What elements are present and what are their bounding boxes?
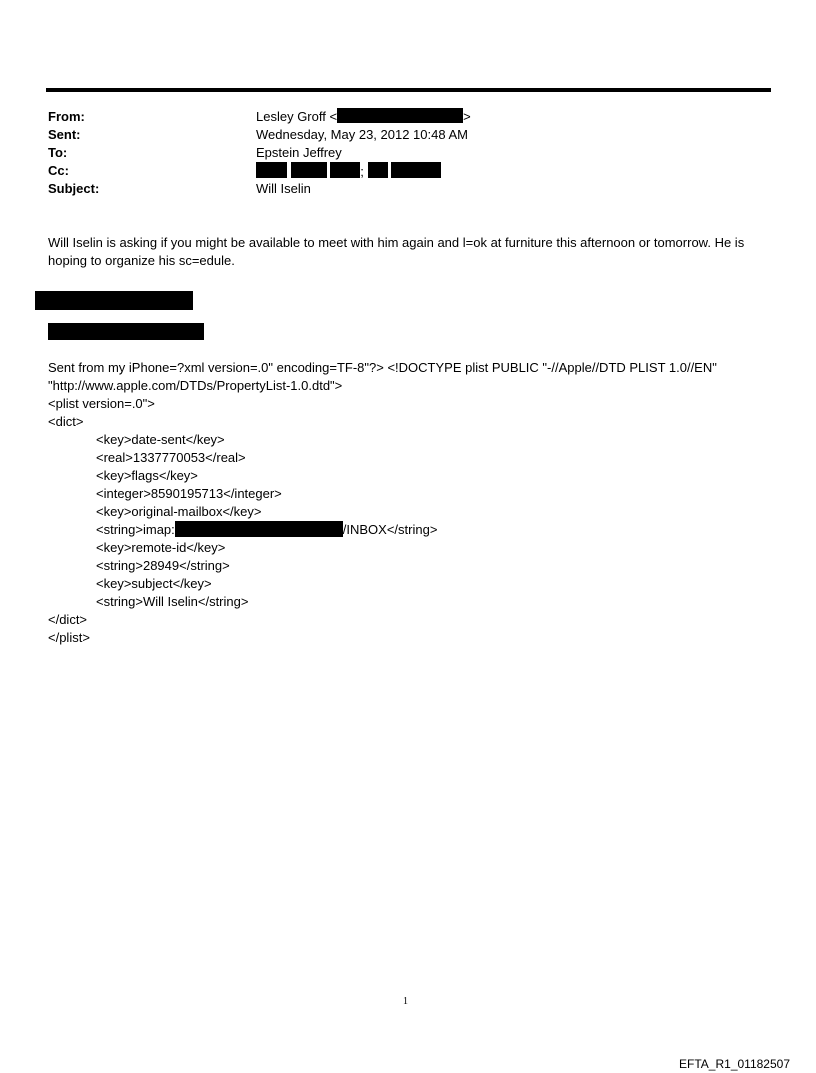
cc-separator: ;	[360, 164, 364, 179]
message-body: Will Iselin is asking if you might be available to meet with him again and l=ok at furniture this afternoon or tomorrow. He is hoping to organize his sc=edule.	[48, 235, 745, 268]
redaction-cc-2	[291, 162, 327, 178]
redaction-cc-1	[256, 162, 287, 178]
xml-line-8: <integer>8590195713</integer>	[96, 486, 282, 501]
redaction-cc-3	[330, 162, 360, 178]
from-label: From:	[48, 109, 85, 124]
redaction-signature-2	[48, 323, 204, 340]
cc-value	[256, 162, 441, 180]
sent-value: Wednesday, May 23, 2012 10:48 AM	[256, 127, 468, 142]
xml-line-4: <dict>	[48, 414, 84, 429]
subject-value: Will Iselin	[256, 181, 311, 196]
bates-number: EFTA_R1_01182507	[679, 1057, 790, 1071]
xml-line-15: </dict>	[48, 612, 88, 627]
xml-line-14: <string>Will Iselin</string>	[96, 594, 249, 609]
xml-line-11: <key>remote-id</key>	[96, 540, 226, 555]
to-value: Epstein Jeffrey	[256, 145, 342, 160]
from-close: >	[463, 109, 471, 124]
redaction-from-email	[337, 108, 463, 123]
xml-line-6: <real>1337770053</real>	[96, 450, 246, 465]
page-number: 1	[403, 996, 408, 1007]
xml-line-9: <key>original-mailbox</key>	[96, 504, 262, 519]
redaction-cc-5	[391, 162, 441, 178]
xml-line-10-suffix: /INBOX</string>	[342, 522, 438, 537]
xml-line-7: <key>flags</key>	[96, 468, 198, 483]
xml-line-10	[48, 521, 437, 539]
redaction-imap-address	[175, 521, 343, 537]
header-rule	[46, 88, 771, 92]
xml-line-3: <plist version=.0">	[48, 396, 155, 411]
subject-label: Subject:	[48, 181, 100, 196]
xml-line-5: <key>date-sent</key>	[96, 432, 225, 447]
redaction-signature-1	[35, 291, 193, 310]
xml-line-16: </plist>	[48, 630, 90, 645]
redaction-cc-4	[368, 162, 388, 178]
to-label: To:	[48, 145, 68, 160]
xml-line-13: <key>subject</key>	[96, 576, 212, 591]
xml-line-12: <string>28949</string>	[96, 558, 230, 573]
xml-line-1: Sent from my iPhone=?xml version=.0" encoding=TF-8"?> <!DOCTYPE plist PUBLIC "-//Apple//DTD PLIST 1.0//EN"	[48, 360, 717, 375]
from-name: Lesley Groff <	[256, 109, 338, 124]
sent-label: Sent:	[48, 127, 81, 142]
xml-line-2: "http://www.apple.com/DTDs/PropertyList-1.0.dtd">	[48, 378, 343, 393]
xml-line-10-prefix: <string>imap:	[96, 522, 175, 537]
cc-label: Cc:	[48, 163, 69, 178]
from-value	[256, 108, 471, 125]
